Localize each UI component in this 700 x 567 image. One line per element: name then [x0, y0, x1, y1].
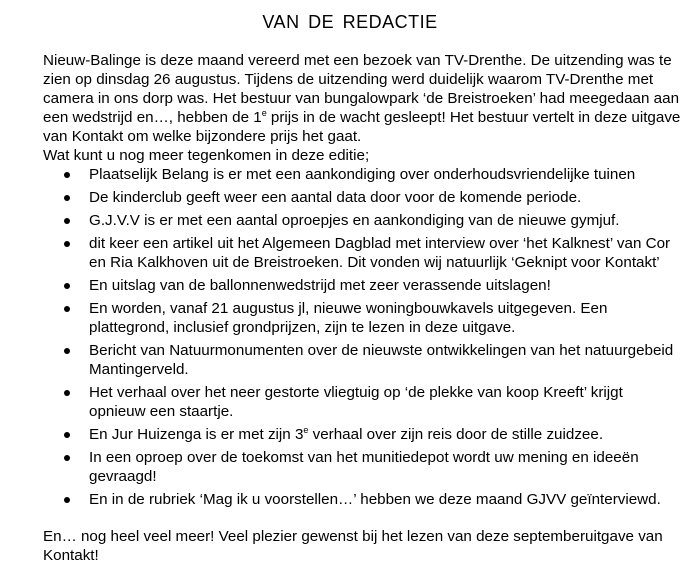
- list-item: G.J.V.V is er met een aantal oproepjes en aankondiging van de nieuwe gymjuf.: [43, 211, 683, 230]
- bullet-icon: [64, 455, 70, 461]
- intro-question: Wat kunt u nog meer tegenkomen in deze editie;: [43, 147, 370, 164]
- contents-list: [43, 165, 683, 513]
- intro-paragraph-end: prijs in de wacht gesleept! Het bestuur vertelt in deze uitgave van Kontakt om welke bijzondere prijs het gaat.: [43, 109, 681, 145]
- bullet-icon: [64, 348, 70, 354]
- bullet-icon: [64, 195, 70, 201]
- bullet-icon: [64, 432, 70, 438]
- ordinal-superscript: e: [303, 424, 309, 435]
- list-item: Plaatselijk Belang is er met een aankondiging over onderhoudsvriendelijke tuinen: [43, 165, 683, 184]
- bullet-icon: [64, 241, 70, 247]
- page-title: VAN DE REDACTIE: [262, 12, 438, 32]
- list-item: En in de rubriek ‘Mag ik u voorstellen…’ hebben we deze maand GJVV geïnterviewd.: [43, 490, 683, 509]
- list-item: En worden, vanaf 21 augustus jl, nieuwe woningbouwkavels uitgegeven. Een plattegrond, inclusief grondprijzen, zijn te lezen in deze uitgave.: [43, 299, 683, 337]
- intro-paragraph: Nieuw-Balinge is deze maand vereerd met een bezoek van TV-Drenthe. De uitzending was te zien op dinsdag 26 augustus. Tijdens de uitzending werd duidelijk waarom TV-Drenthe met camera in ons dorp was. Het bestuur van bungalowpark ‘de Breistroeken’ had meegedaan aan een wedstrijd en…, hebben de 1: [43, 52, 680, 126]
- list-item: In een oproep over de toekomst van het munitiedepot wordt uw mening en ideeën gevraagd!: [43, 448, 683, 486]
- bullet-icon: [64, 283, 70, 289]
- list-item: dit keer een artikel uit het Algemeen Dagblad met interview over ‘het Kalknest’ van Cor en Ria Kalkhoven uit de Breistroeken. Dit vonden wij natuurlijk ‘Geknipt voor Kontakt’: [43, 234, 683, 272]
- closing-text: En… nog heel veel meer! Veel plezier gewenst bij het lezen van deze septemberuitgave van Kontakt!: [43, 528, 663, 564]
- bullet-icon: [64, 306, 70, 312]
- bullet-icon: [64, 390, 70, 396]
- bullet-icon: [64, 172, 70, 178]
- ordinal-superscript: e: [261, 107, 267, 118]
- bullet-icon: [64, 218, 70, 224]
- list-item: En Jur Huizenga is er met zijn 3e verhaal over zijn reis door de stille zuidzee.: [43, 425, 683, 444]
- list-item: Het verhaal over het neer gestorte vliegtuig op ‘de plekke van koop Kreeft’ krijgt opnieuw een staartje.: [43, 383, 683, 421]
- list-item: De kinderclub geeft weer een aantal data door voor de komende periode.: [43, 188, 683, 207]
- intro-text: [43, 51, 683, 165]
- list-item: Bericht van Natuurmonumenten over de nieuwste ontwikkelingen van het natuurgebeid Mantingerveld.: [43, 341, 683, 379]
- bullet-icon: [64, 497, 70, 503]
- list-item: En uitslag van de ballonnenwedstrijd met zeer verassende uitslagen!: [43, 276, 683, 295]
